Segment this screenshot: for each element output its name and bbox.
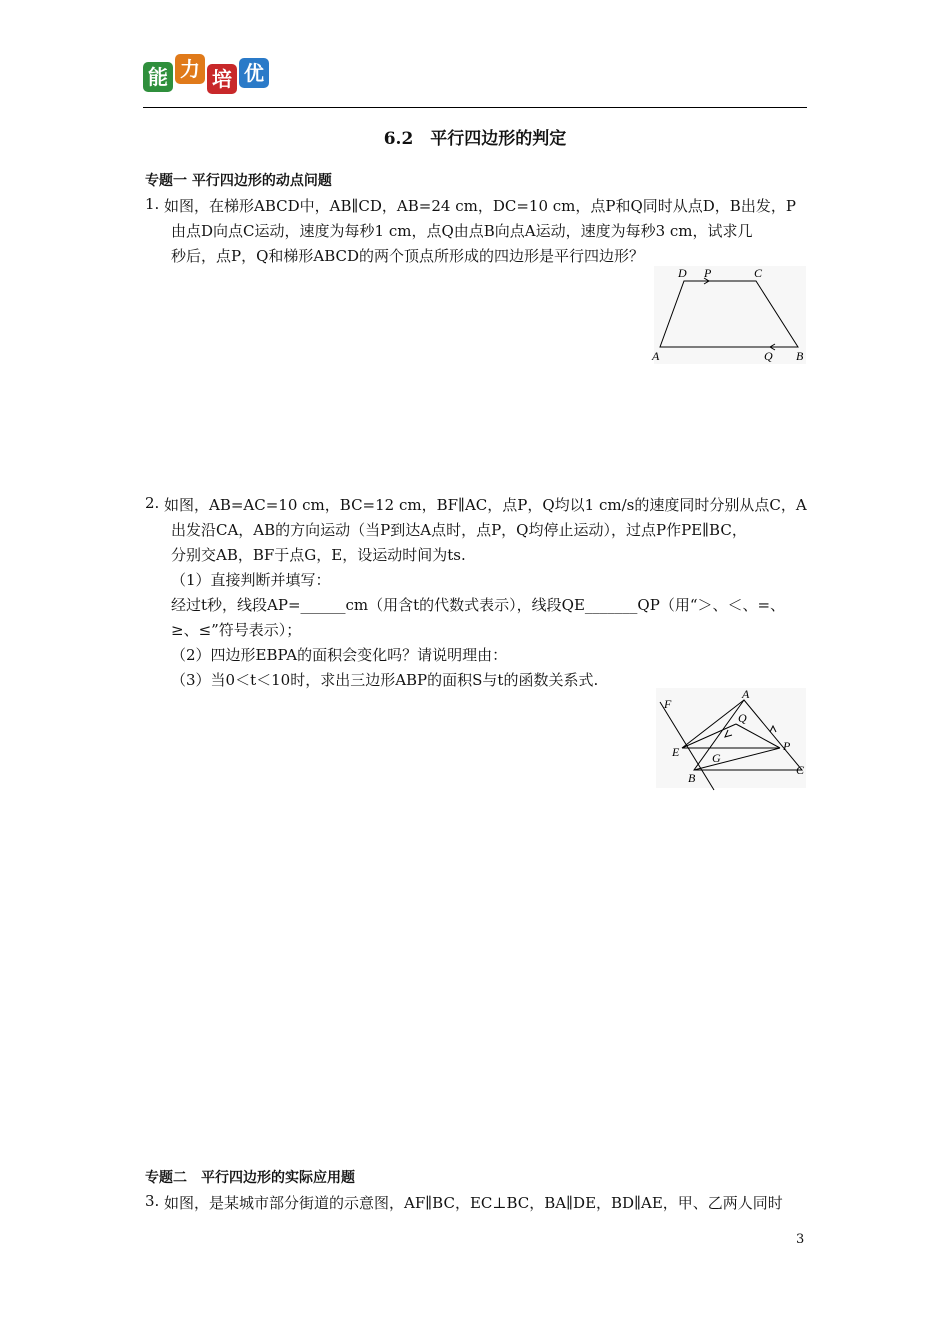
label-a: A <box>652 349 660 363</box>
label-e: E <box>672 745 680 759</box>
label-f: F <box>664 697 672 711</box>
triangle-figure <box>652 686 810 792</box>
q2-part-1-fill: 经过t秒，线段AP=______cm（用含t的代数式表示），线段QE_______QP（用“＞、＜、=、 <box>171 596 786 614</box>
page-title: 6.2 平行四边形的判定 <box>383 129 567 149</box>
q1-number: 1. <box>145 195 160 213</box>
label-b2: B <box>688 771 696 785</box>
label-p2: P <box>783 739 791 753</box>
label-b: B <box>796 349 804 363</box>
label-p: P <box>704 266 712 280</box>
q1-line-1: 如图，在梯形ABCD中，AB∥CD，AB=24 cm，DC=10 cm，点P和Q同时从点D，B出发，P <box>164 197 796 215</box>
q2-line-3: 分别交AB，BF于点G，E，设运动时间为ts. <box>171 546 466 564</box>
label-c: C <box>754 266 763 280</box>
q2-part-3: （3）当0＜t＜10时，求出三边形ABP的面积S与t的函数关系式. <box>171 671 599 689</box>
logo-tile-3: 培 <box>207 64 237 94</box>
topic-2-heading: 专题二 平行四边形的实际应用题 <box>145 1170 355 1186</box>
label-c2: C <box>796 763 805 777</box>
q2-part-1-symbols: ≥、≤”符号表示）； <box>171 621 302 639</box>
label-q: Q <box>764 349 773 363</box>
page-number: 3 <box>796 1232 805 1247</box>
label-d: D <box>678 266 687 280</box>
logo-tile-2: 力 <box>175 54 205 84</box>
q3-number: 3. <box>145 1192 160 1210</box>
trapezoid-figure <box>648 262 810 368</box>
q2-line-1: 如图，AB=AC=10 cm，BC=12 cm，BF∥AC，点P，Q均以1 cm/s的速度同时分别从点C，A <box>164 496 807 514</box>
topic-1-heading: 专题一 平行四边形的动点问题 <box>145 173 332 189</box>
q2-part-2: （2）四边形EBPA的面积会变化吗？请说明理由： <box>171 646 508 664</box>
logo-tile-4: 优 <box>239 58 269 88</box>
label-a2: A <box>742 687 750 701</box>
q3-line-1: 如图，是某城市部分街道的示意图，AF∥BC，EC⊥BC，BA∥DE，BD∥AE，甲、乙两人同时 <box>164 1194 783 1212</box>
label-g: G <box>712 751 721 765</box>
q2-number: 2. <box>145 494 160 512</box>
header-rule <box>143 107 807 108</box>
q1-line-2: 由点D向点C运动，速度为每秒1 cm，点Q由点B向点A运动，速度为每秒3 cm，试求几 <box>171 222 753 240</box>
q2-line-2: 出发沿CA，AB的方向运动（当P到达A点时，点P，Q均停止运动），过点P作PE∥BC， <box>171 521 747 539</box>
logo-tile-1: 能 <box>143 62 173 92</box>
label-q2: Q <box>738 711 747 725</box>
q2-part-1: （1）直接判断并填写： <box>171 571 331 589</box>
q1-line-3: 秒后，点P，Q和梯形ABCD的两个顶点所形成的四边形是平行四边形？ <box>171 247 645 265</box>
logo <box>143 54 275 96</box>
figure-2-background <box>656 688 806 788</box>
